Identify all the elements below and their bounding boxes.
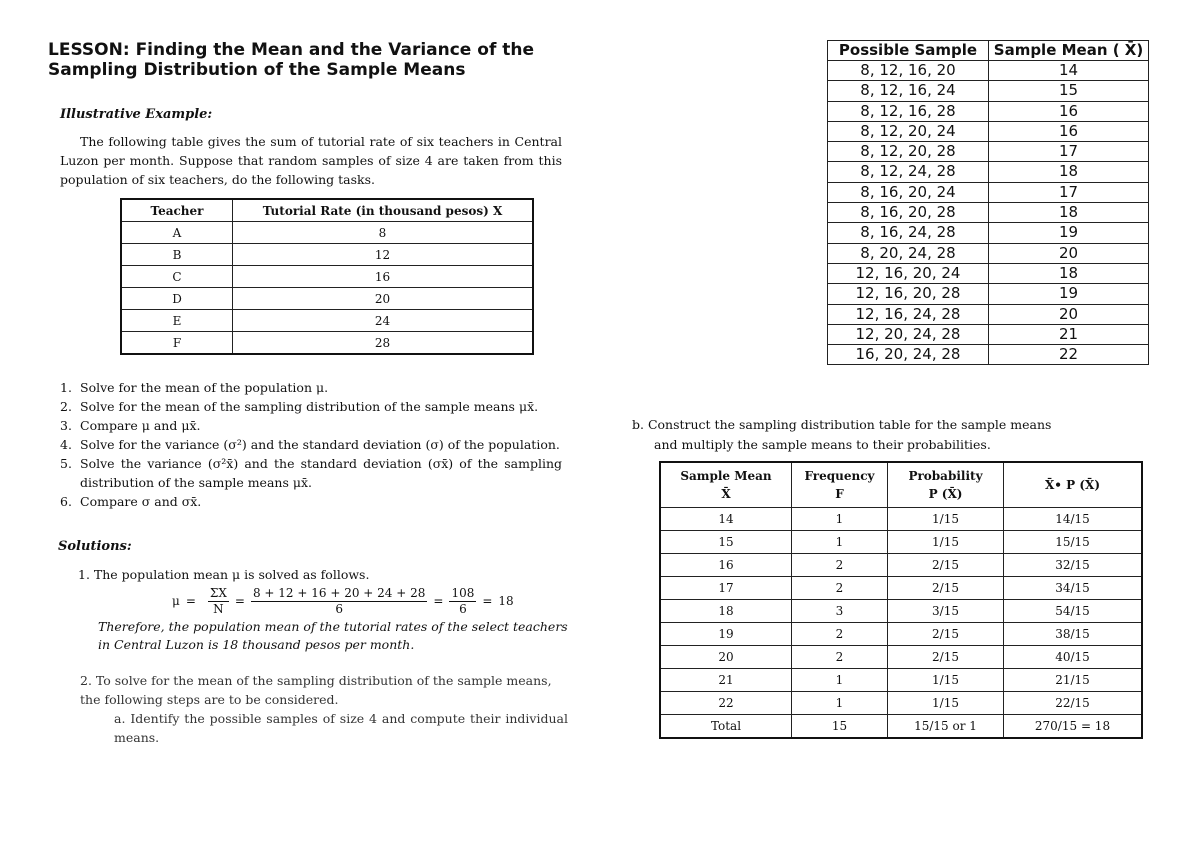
- probability-cell: 2/15: [888, 554, 1004, 577]
- solutions-heading: Solutions:: [58, 539, 132, 554]
- task-list: [60, 378, 562, 511]
- step-b-line2: and multiply the sample means to their probabilities.: [654, 437, 991, 452]
- lesson-title-line2: Sampling Distribution of the Sample Means: [48, 60, 466, 80]
- intro-paragraph: [60, 132, 562, 189]
- probability-cell: 1/15: [888, 508, 1004, 531]
- probability-cell: 1/15: [888, 669, 1004, 692]
- task-text: Solve for the mean of the sampling distribution of the sample means μx̄.: [80, 399, 539, 414]
- frequency-col-header: [792, 462, 888, 508]
- table-row: [121, 266, 533, 288]
- product-cell: 32/15: [1004, 554, 1143, 577]
- list-item: [60, 435, 562, 454]
- mean-cell: 17: [989, 142, 1149, 162]
- sample-mean-col-header: [660, 462, 792, 508]
- header-line: Probability: [908, 469, 983, 483]
- table-row: [828, 284, 1149, 304]
- sample-cell: 8, 12, 16, 20: [828, 61, 989, 81]
- teacher-table-header: [121, 199, 533, 222]
- sample-cell: 8, 16, 24, 28: [828, 223, 989, 243]
- sample-cell: 8, 12, 16, 24: [828, 81, 989, 101]
- formula-equals: =: [234, 594, 245, 608]
- frequency-cell: 2: [792, 577, 888, 600]
- sample-cell: 8, 20, 24, 28: [828, 243, 989, 263]
- rate-header: Tutorial Rate (in thousand pesos) X: [233, 199, 534, 222]
- mean-cell: 18: [989, 263, 1149, 283]
- formula-equals: =: [433, 594, 444, 608]
- table-row: [828, 243, 1149, 263]
- mean-cell: 17: [660, 577, 792, 600]
- formula-result: 18: [498, 594, 514, 608]
- list-item: [60, 454, 562, 492]
- list-item: [60, 378, 562, 397]
- formula-numerator: 8 + 12 + 16 + 20 + 24 + 28: [252, 585, 426, 600]
- header-line: Sample Mean: [680, 469, 772, 483]
- table-row: [828, 223, 1149, 243]
- product-cell: 40/15: [1004, 646, 1143, 669]
- table-row: [121, 332, 533, 355]
- probability-cell: 1/15: [888, 531, 1004, 554]
- mean-cell: 21: [660, 669, 792, 692]
- total-product-cell: 270/15 = 18: [1004, 715, 1143, 739]
- teacher-cell: D: [121, 288, 233, 310]
- possible-samples-table: [827, 40, 1149, 365]
- frequency-cell: 1: [792, 531, 888, 554]
- mean-cell: 19: [660, 623, 792, 646]
- lesson-title-line1: LESSON: Finding the Mean and the Variance of the: [48, 40, 535, 60]
- task-text: Compare σ and σx̄.: [80, 494, 202, 509]
- table-row: [660, 508, 1142, 531]
- sample-cell: 8, 16, 20, 28: [828, 203, 989, 223]
- mean-cell: 20: [989, 243, 1149, 263]
- sample-cell: 8, 12, 16, 28: [828, 101, 989, 121]
- sample-cell: 12, 16, 20, 24: [828, 263, 989, 283]
- sample-cell: 8, 12, 20, 24: [828, 121, 989, 141]
- total-label-cell: Total: [660, 715, 792, 739]
- table-row: [121, 310, 533, 332]
- product-cell: 14/15: [1004, 508, 1143, 531]
- task-text: Solve for the mean of the population μ.: [80, 380, 329, 395]
- teacher-cell: A: [121, 222, 233, 244]
- probability-cell: 2/15: [888, 646, 1004, 669]
- table-row: [660, 600, 1142, 623]
- table-row: [828, 263, 1149, 283]
- table-row: [660, 623, 1142, 646]
- mean-cell: 18: [660, 600, 792, 623]
- formula-fraction-values: [251, 586, 427, 617]
- task-text: Solve for the variance (σ²) and the standard deviation (σ) of the population.: [80, 437, 560, 452]
- list-item: [60, 397, 562, 416]
- task-text: Solve the variance (σ²x̄) and the standard deviation (σx̄) of the sampling distribution of the sample means μx̄.: [80, 456, 562, 490]
- formula-numerator: 108: [451, 585, 475, 600]
- teacher-cell: F: [121, 332, 233, 355]
- frequency-cell: 2: [792, 646, 888, 669]
- mean-cell: 14: [989, 61, 1149, 81]
- teacher-cell: E: [121, 310, 233, 332]
- rate-cell: 28: [233, 332, 534, 355]
- list-item: [60, 492, 562, 511]
- table-total-row: [660, 715, 1142, 739]
- population-mean-formula: [172, 584, 514, 618]
- product-cell: 34/15: [1004, 577, 1143, 600]
- formula-numerator: ΣX: [209, 585, 227, 600]
- product-cell: 22/15: [1004, 692, 1143, 715]
- formula-fraction-total: [449, 586, 476, 617]
- total-probability-cell: 15/15 or 1: [888, 715, 1004, 739]
- sample-cell: 8, 12, 24, 28: [828, 162, 989, 182]
- list-item: [60, 416, 562, 435]
- mean-cell: 16: [989, 101, 1149, 121]
- rate-cell: 8: [233, 222, 534, 244]
- teacher-header: Teacher: [121, 199, 233, 222]
- mean-cell: 16: [989, 121, 1149, 141]
- sample-cell: 12, 20, 24, 28: [828, 324, 989, 344]
- table-row: [660, 646, 1142, 669]
- header-line: X̄: [721, 487, 731, 501]
- teacher-cell: B: [121, 244, 233, 266]
- table-row: [828, 304, 1149, 324]
- mean-cell: 21: [989, 324, 1149, 344]
- task-number: 4.: [60, 437, 72, 452]
- formula-denominator: N: [213, 601, 224, 616]
- sample-cell: 8, 12, 20, 28: [828, 142, 989, 162]
- formula-denominator: 6: [335, 601, 343, 616]
- table-row: [828, 345, 1149, 365]
- product-cell: 38/15: [1004, 623, 1143, 646]
- task-number: 1.: [60, 380, 72, 395]
- mean-cell: 20: [989, 304, 1149, 324]
- illustrative-heading: Illustrative Example:: [60, 107, 213, 122]
- table-row: [828, 162, 1149, 182]
- table-row: [828, 142, 1149, 162]
- frequency-cell: 2: [792, 623, 888, 646]
- sample-cell: 8, 16, 20, 24: [828, 182, 989, 202]
- teacher-table: [120, 198, 534, 355]
- solution-step-1: 1. The population mean μ is solved as follows.: [78, 567, 370, 582]
- product-col-header: [1004, 462, 1143, 508]
- formula-mu: μ: [172, 594, 180, 608]
- rate-cell: 20: [233, 288, 534, 310]
- header-line: P (X̄): [928, 487, 963, 501]
- solution-step-2-text: 2. To solve for the mean of the sampling distribution of the sample means, the following steps are to be considered.: [80, 673, 552, 707]
- probability-cell: 2/15: [888, 623, 1004, 646]
- probability-cell: 3/15: [888, 600, 1004, 623]
- frequency-cell: 3: [792, 600, 888, 623]
- formula-equals: =: [185, 594, 196, 608]
- probability-col-header: [888, 462, 1004, 508]
- table-row: [828, 324, 1149, 344]
- mean-cell: 22: [989, 345, 1149, 365]
- mean-cell: 15: [989, 81, 1149, 101]
- step-b-line1: b. Construct the sampling distribution table for the sample means: [632, 417, 1052, 432]
- therefore-statement: Therefore, the population mean of the tutorial rates of the select teachers in Central Luzon is 18 thousand pesos per month.: [98, 619, 568, 652]
- possible-sample-header: Possible Sample: [828, 41, 989, 61]
- frequency-cell: 1: [792, 692, 888, 715]
- table-row: [660, 531, 1142, 554]
- sample-mean-header: Sample Mean ( X̄): [989, 41, 1149, 61]
- formula-equals: =: [482, 594, 493, 608]
- table-row: [660, 577, 1142, 600]
- table-row: [828, 81, 1149, 101]
- task-number: 3.: [60, 418, 72, 433]
- mean-cell: 15: [660, 531, 792, 554]
- intro-text: The following table gives the sum of tutorial rate of six teachers in Central Luzon per month. Suppose that random samples of size 4 are taken from this population of six teachers, do the following tasks.: [60, 134, 562, 187]
- mean-cell: 18: [989, 162, 1149, 182]
- teacher-cell: C: [121, 266, 233, 288]
- mean-cell: 18: [989, 203, 1149, 223]
- total-frequency-cell: 15: [792, 715, 888, 739]
- task-number: 2.: [60, 399, 72, 414]
- header-line: X̄• P (X̄): [1044, 478, 1101, 492]
- sample-table-header: [828, 41, 1149, 61]
- frequency-cell: 1: [792, 508, 888, 531]
- rate-cell: 12: [233, 244, 534, 266]
- rate-cell: 16: [233, 266, 534, 288]
- task-text: Compare μ and μx̄.: [80, 418, 201, 433]
- frequency-cell: 2: [792, 554, 888, 577]
- table-row: [660, 669, 1142, 692]
- table-row: [121, 222, 533, 244]
- solution-step-2a-text: a. Identify the possible samples of size 4 and compute their individual means.: [114, 711, 568, 745]
- mean-cell: 14: [660, 508, 792, 531]
- product-cell: 21/15: [1004, 669, 1143, 692]
- mean-cell: 19: [989, 284, 1149, 304]
- formula-fraction-sum: [208, 586, 229, 617]
- sample-cell: 12, 16, 24, 28: [828, 304, 989, 324]
- solution-step-2: [78, 671, 568, 747]
- mean-cell: 20: [660, 646, 792, 669]
- product-cell: 54/15: [1004, 600, 1143, 623]
- mean-cell: 19: [989, 223, 1149, 243]
- sample-cell: 12, 16, 20, 28: [828, 284, 989, 304]
- task-number: 5.: [60, 456, 72, 471]
- probability-cell: 1/15: [888, 692, 1004, 715]
- dist-table-header: [660, 462, 1142, 508]
- table-row: [121, 244, 533, 266]
- rate-cell: 24: [233, 310, 534, 332]
- product-cell: 15/15: [1004, 531, 1143, 554]
- sample-cell: 16, 20, 24, 28: [828, 345, 989, 365]
- task-number: 6.: [60, 494, 72, 509]
- formula-denominator: 6: [459, 601, 467, 616]
- table-row: [828, 121, 1149, 141]
- sampling-distribution-table: [659, 461, 1143, 739]
- lesson-title: [48, 40, 608, 80]
- table-row: [828, 101, 1149, 121]
- table-row: [828, 203, 1149, 223]
- mean-cell: 17: [989, 182, 1149, 202]
- step-b-instructions: [632, 415, 1132, 455]
- header-line: F: [835, 487, 844, 501]
- table-row: [660, 692, 1142, 715]
- table-row: [121, 288, 533, 310]
- header-line: Frequency: [804, 469, 875, 483]
- table-row: [828, 61, 1149, 81]
- table-row: [828, 182, 1149, 202]
- probability-cell: 2/15: [888, 577, 1004, 600]
- table-row: [660, 554, 1142, 577]
- mean-cell: 16: [660, 554, 792, 577]
- mean-cell: 22: [660, 692, 792, 715]
- frequency-cell: 1: [792, 669, 888, 692]
